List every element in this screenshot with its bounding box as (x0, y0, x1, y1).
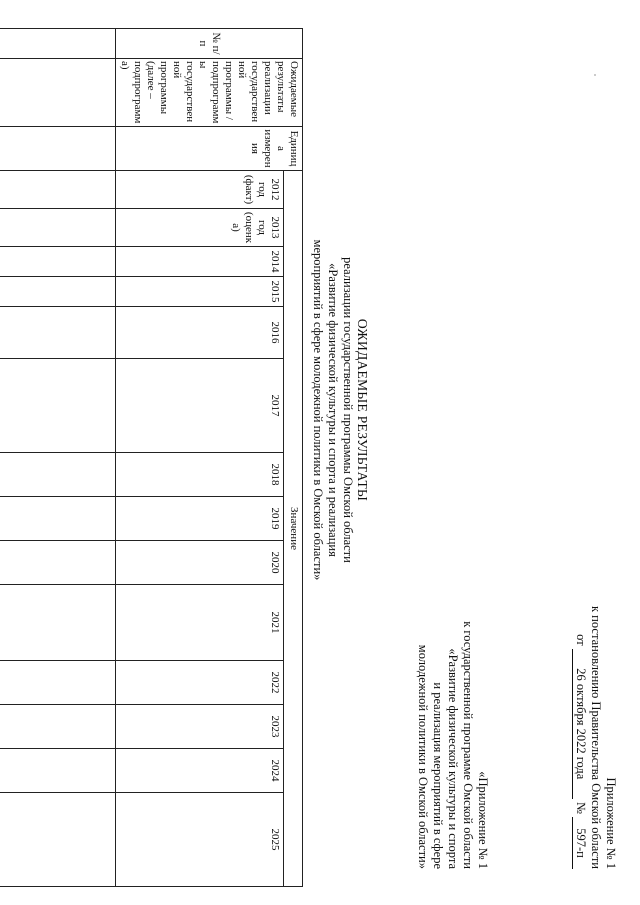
document-subtitle: «Развитие физической культуры и спорта и реализация (326, 263, 340, 557)
empty-cell (0, 705, 116, 749)
document-heading (310, 150, 370, 670)
annex-program-line: и реализация мероприятий в сфере (431, 682, 445, 869)
empty-cell (0, 497, 116, 541)
annex-decree-block (572, 509, 618, 869)
empty-cell (0, 59, 116, 127)
empty-cell (0, 277, 116, 307)
decree-number: 597-п (572, 817, 588, 869)
empty-cell (0, 247, 116, 277)
header-value: Значение (284, 171, 303, 887)
year-header: 2016 (116, 307, 284, 359)
annex-program-line: к государственной программе Омской области (461, 621, 475, 869)
document-subtitle: мероприятий в сфере молодежной политики в Омской области» (311, 239, 325, 581)
empty-cell (0, 793, 116, 887)
empty-cell (0, 127, 116, 171)
year-header: 2022 (116, 661, 284, 705)
results-table (0, 28, 303, 887)
empty-cell (0, 209, 116, 247)
header-unit: Единица измерения (116, 127, 303, 171)
year-header: 2013 год (оценка) (116, 209, 284, 247)
table-header-row (284, 29, 303, 887)
empty-cell (0, 453, 116, 497)
header-num: № п/п (116, 29, 303, 59)
annex-decree-authority: к постановлению Правительства Омской области (589, 605, 603, 869)
annex-program-block (415, 509, 490, 869)
document-title: ОЖИДАЕМЫЕ РЕЗУЛЬТАТЫ (355, 318, 370, 502)
year-header: 2023 (116, 705, 284, 749)
annex-decree-date-line (572, 509, 588, 869)
empty-cell (0, 307, 116, 359)
empty-cell (0, 585, 116, 661)
empty-cell (0, 661, 116, 705)
table-empty-row (0, 29, 116, 887)
year-header: 2017 (116, 359, 284, 453)
document-subtitle: реализации государственной программы Омской области (341, 257, 355, 563)
year-header: 2025 (116, 793, 284, 887)
scan-mark (594, 74, 596, 76)
year-header: 2014 (116, 247, 284, 277)
empty-cell (0, 541, 116, 585)
annex-program-line: «Развитие физической культуры и спорта (446, 648, 460, 869)
annex-program-title: «Приложение № 1 (476, 771, 490, 869)
annex-decree-title: Приложение № 1 (604, 777, 618, 869)
year-header: 2019 (116, 497, 284, 541)
empty-cell (0, 749, 116, 793)
header-results: Ожидаемые результаты реализации государственной программы / подпрограммы государственной программы (далее – подпрограмма) (116, 59, 303, 127)
empty-cell (0, 29, 116, 59)
empty-cell (0, 171, 116, 209)
from-label: от (574, 634, 588, 646)
number-label: № (574, 801, 588, 814)
year-header: 2015 (116, 277, 284, 307)
year-header: 2020 (116, 541, 284, 585)
decree-date: 26 октября 2022 года (572, 649, 588, 799)
year-header: 2024 (116, 749, 284, 793)
year-header: 2012 год (факт) (116, 171, 284, 209)
year-header: 2021 (116, 585, 284, 661)
empty-cell (0, 359, 116, 453)
year-header: 2018 (116, 453, 284, 497)
annex-program-line: молодежной политики в Омской области» (416, 644, 430, 869)
